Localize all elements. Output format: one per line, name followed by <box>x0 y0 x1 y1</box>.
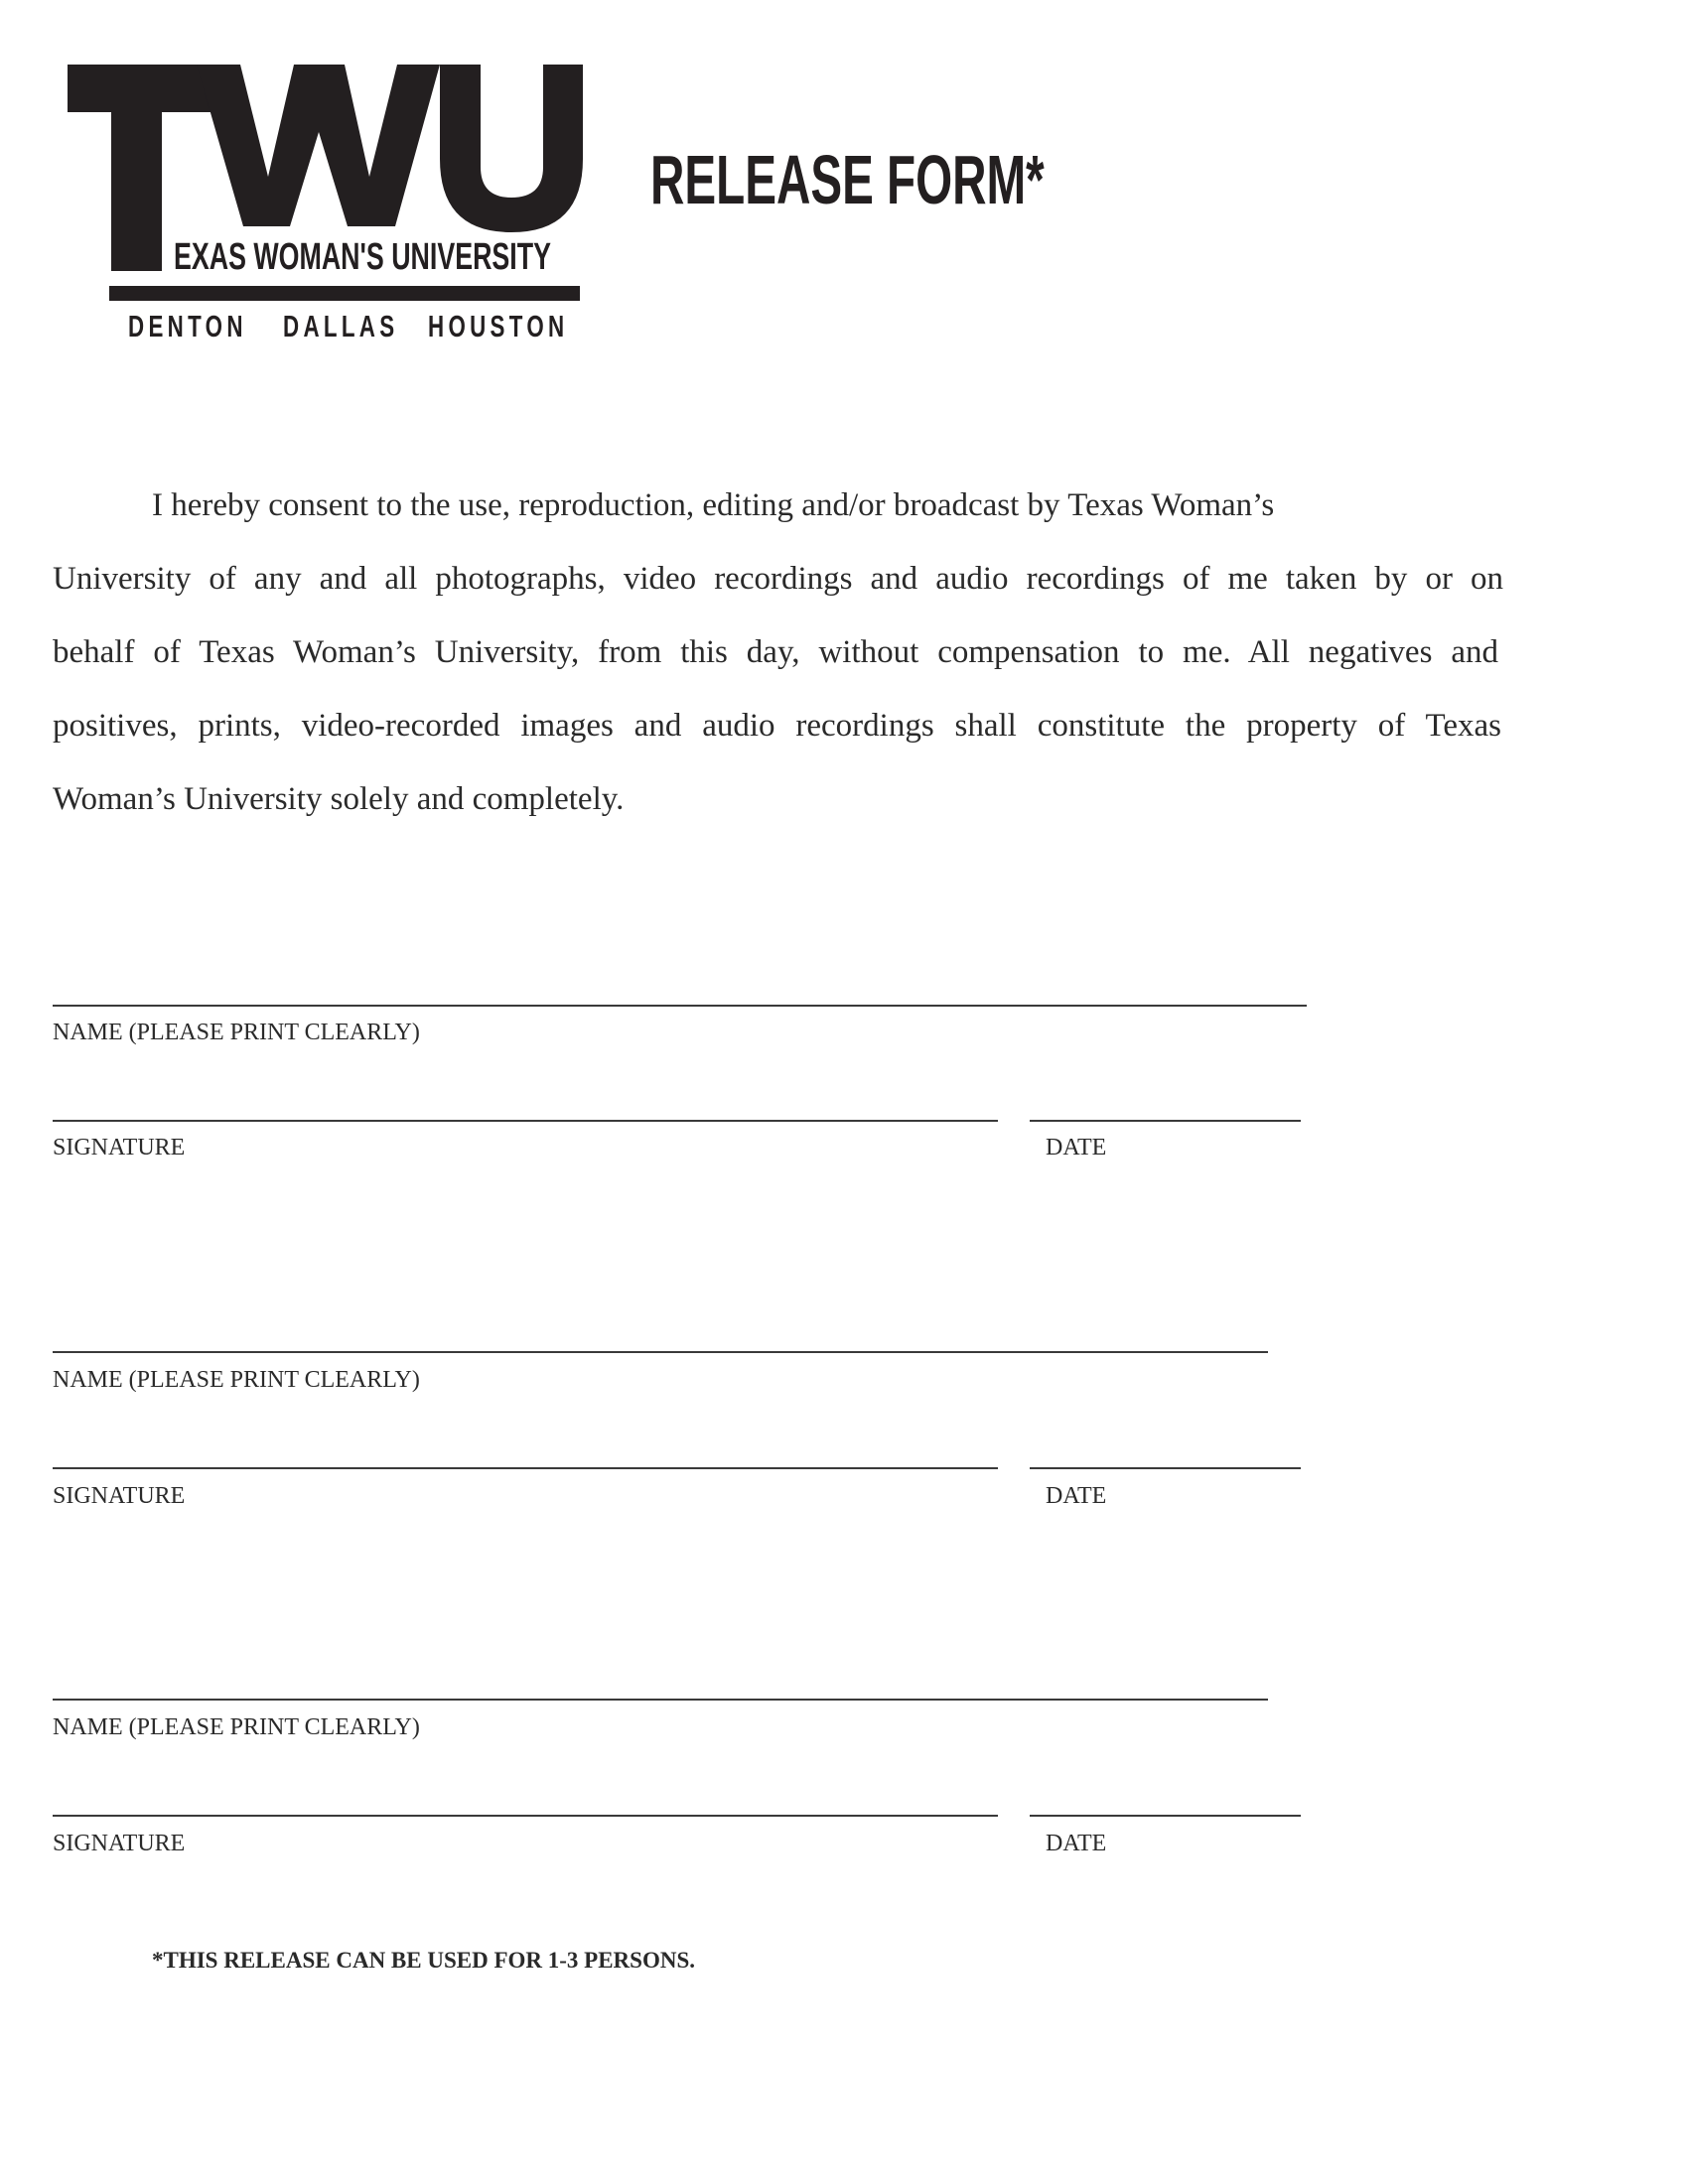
logo-letter-u <box>440 65 583 232</box>
signature-line <box>53 1120 998 1122</box>
logo-city-denton: DENTON <box>128 309 247 343</box>
signature-label: SIGNATURE <box>53 1831 186 1856</box>
name-label: NAME (PLEASE PRINT CLEARLY) <box>53 1714 420 1740</box>
name-field[interactable] <box>53 1314 1268 1352</box>
date-label: DATE <box>1046 1135 1107 1160</box>
date-line <box>1030 1120 1301 1122</box>
signature-field[interactable] <box>53 1431 998 1468</box>
consent-line: positives, prints, video-recorded images and audio recordings shall constitute the property of Texas <box>53 708 1501 744</box>
consent-line: Woman’s University solely and completely. <box>53 781 625 817</box>
consent-line: I hereby consent to the use, reproduction, editing and/or broadcast by Texas Woman’s <box>152 487 1275 523</box>
logo-city-dallas: DALLAS <box>283 309 399 343</box>
name-line <box>53 1699 1268 1701</box>
signature-line <box>53 1815 998 1817</box>
date-line <box>1030 1815 1301 1817</box>
logo-letter-t-stem <box>111 65 162 271</box>
logo-letter-w <box>197 65 440 226</box>
logo-university-name: EXAS WOMAN'S UNIVERSITY <box>174 236 551 278</box>
name-label: NAME (PLEASE PRINT CLEARLY) <box>53 1020 420 1045</box>
signature-field[interactable] <box>53 1778 998 1816</box>
footnote: *THIS RELEASE CAN BE USED FOR 1-3 PERSONS. <box>152 1948 696 1973</box>
consent-line: University of any and all photographs, video recordings and audio recordings of me taken by or on <box>53 561 1503 597</box>
logo-city-houston: HOUSTON <box>428 309 569 343</box>
date-line <box>1030 1467 1301 1469</box>
twu-logo-mark-icon <box>0 0 596 357</box>
date-label: DATE <box>1046 1831 1107 1856</box>
page-title: RELEASE FORM* <box>650 141 1045 218</box>
date-field[interactable] <box>1030 1778 1301 1816</box>
signature-label: SIGNATURE <box>53 1483 186 1509</box>
date-field[interactable] <box>1030 1083 1301 1121</box>
date-field[interactable] <box>1030 1431 1301 1468</box>
date-label: DATE <box>1046 1483 1107 1509</box>
name-line <box>53 1351 1268 1353</box>
name-line <box>53 1005 1307 1007</box>
signature-field[interactable] <box>53 1083 998 1121</box>
name-label: NAME (PLEASE PRINT CLEARLY) <box>53 1367 420 1393</box>
signature-line <box>53 1467 998 1469</box>
signature-label: SIGNATURE <box>53 1135 186 1160</box>
logo-underline-bar <box>109 286 580 301</box>
name-field[interactable] <box>53 1662 1268 1700</box>
consent-line: behalf of Texas Woman’s University, from this day, without compensation to me. All negatives and <box>53 634 1498 670</box>
name-field[interactable] <box>53 968 1307 1006</box>
